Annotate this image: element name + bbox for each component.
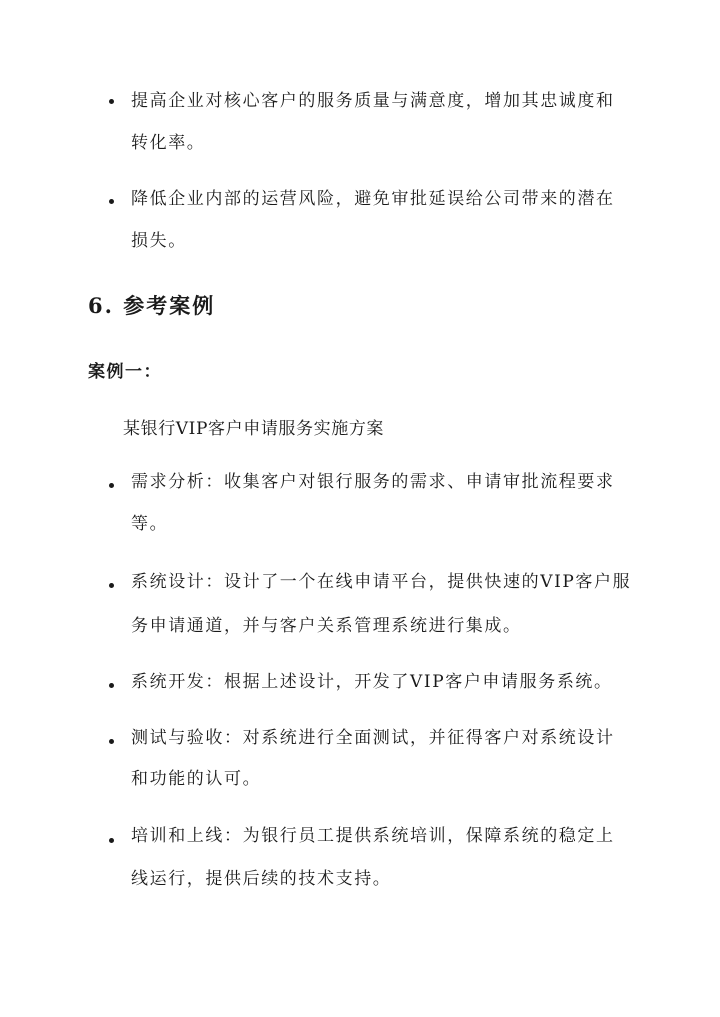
bullet-icon — [109, 683, 114, 688]
bullet-icon — [109, 838, 114, 843]
list-item-text-line: 提高企业对核心客户的服务质量与满意度，增加其忠诚度和 — [131, 91, 615, 111]
case-label: 案例一： — [88, 362, 162, 382]
list-item-text-line: 系统开发：根据上述设计，开发了VIP客户申请服务系统。 — [131, 672, 613, 692]
bullet-icon — [109, 199, 114, 204]
section-heading: 6. 参考案例 — [88, 293, 216, 318]
list-item-text-line: 需求分析：收集客户对银行服务的需求、申请审批流程要求 — [131, 472, 615, 492]
bullet-icon — [109, 99, 114, 104]
list-item-text-line: 线运行，提供后续的技术支持。 — [131, 869, 392, 889]
list-item-text-line: 务申请通道，并与客户关系管理系统进行集成。 — [131, 616, 522, 636]
list-item-text-line: 等。 — [131, 514, 169, 534]
list-item-text-line: 损失。 — [131, 231, 187, 251]
list-item-text-line: 降低企业内部的运营风险，避免审批延误给公司带来的潜在 — [131, 189, 615, 209]
list-item-text-line: 和功能的认可。 — [131, 769, 262, 789]
bullet-icon — [109, 739, 114, 744]
case-title: 某银行VIP客户申请服务实施方案 — [123, 419, 385, 439]
list-item-text-line: 转化率。 — [131, 133, 206, 153]
bullet-icon — [109, 483, 114, 488]
list-item-text-line: 测试与验收：对系统进行全面测试，并征得客户对系统设计 — [131, 728, 615, 748]
bullet-icon — [109, 583, 114, 588]
list-item-text-line: 系统设计：设计了一个在线申请平台，提供快速的VIP客户服 — [131, 572, 632, 592]
list-item-text-line: 培训和上线：为银行员工提供系统培训，保障系统的稳定上 — [131, 826, 615, 846]
